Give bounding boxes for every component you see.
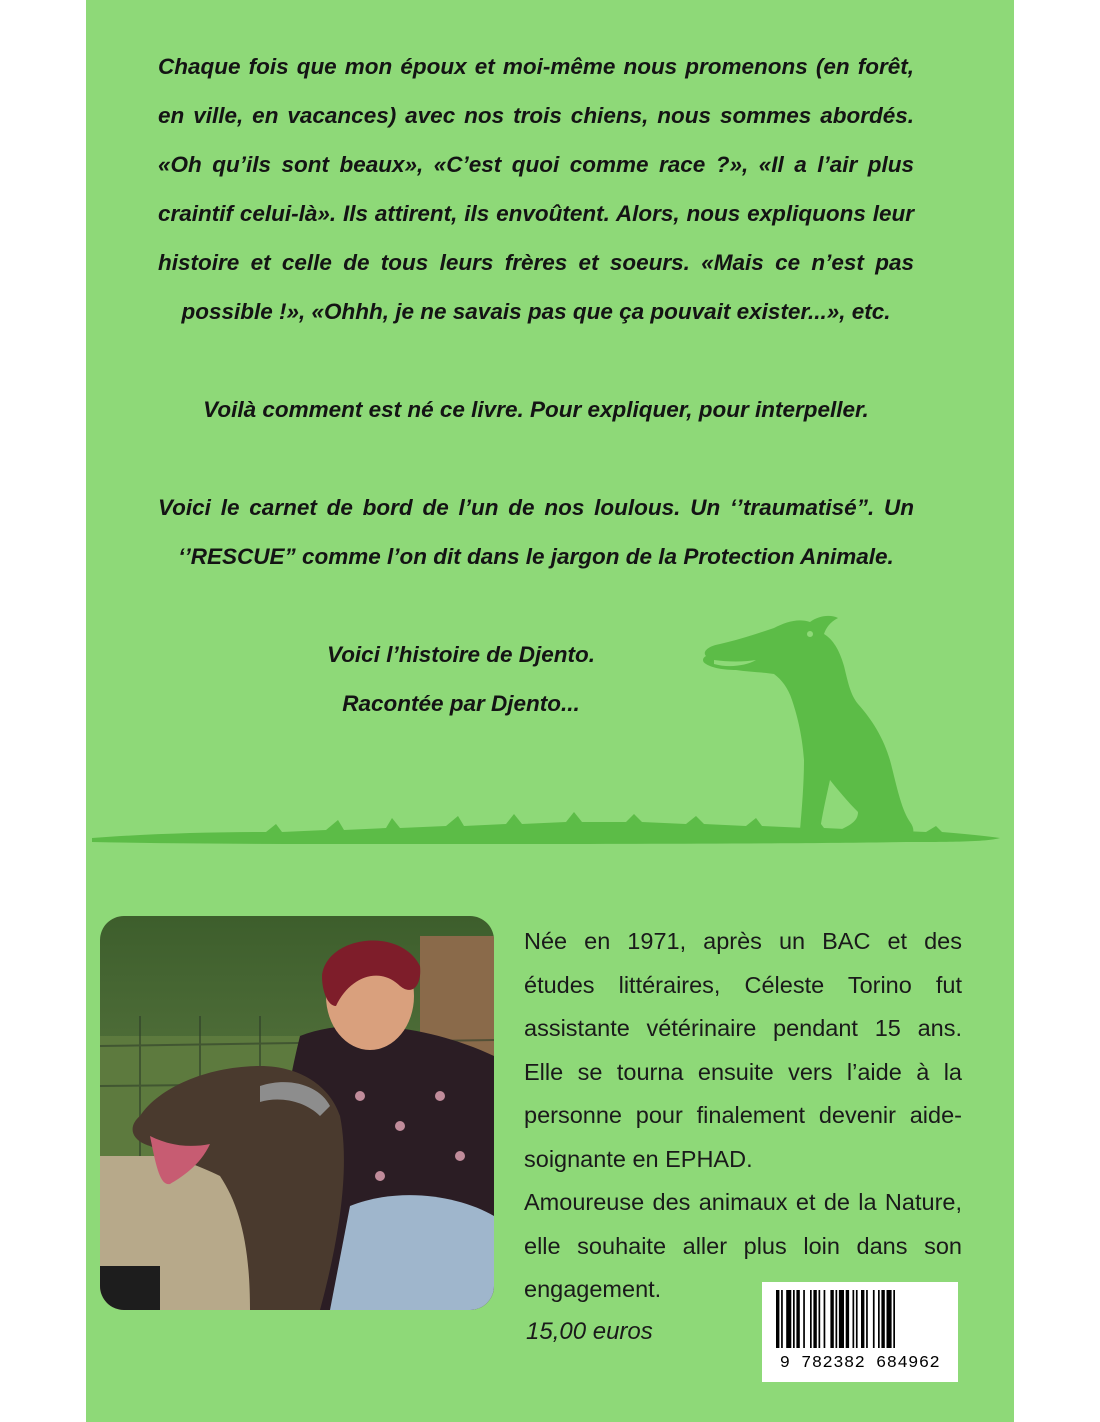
barcode-bar xyxy=(887,1290,892,1348)
barcode-bar xyxy=(813,1290,816,1348)
blurb-paragraph-3: Voici le carnet de bord de l’un de nos loulous. Un ‘’traumatisé”. Un ‘’RESCUE” comme l’on dit dans le jargon de la Protection Animale. xyxy=(158,495,914,569)
back-cover xyxy=(86,0,1014,1422)
barcode-bar xyxy=(866,1290,868,1348)
barcode-bar xyxy=(830,1290,833,1348)
barcode-bar xyxy=(856,1290,858,1348)
barcode-bar xyxy=(861,1290,864,1348)
isbn-number: 9 782382 684962 xyxy=(779,1354,941,1373)
barcode-bar xyxy=(786,1290,791,1348)
author-photo xyxy=(100,916,494,1310)
barcode-bar xyxy=(781,1290,783,1348)
isbn-barcode xyxy=(762,1282,958,1382)
barcode-bar xyxy=(793,1290,795,1348)
barcode-bar xyxy=(836,1290,838,1348)
barcode-bar xyxy=(810,1290,812,1348)
blurb-closing-line-1: Voici l’histoire de Djento. xyxy=(327,642,595,667)
barcode-bar xyxy=(846,1290,849,1348)
blurb-closing-line-2: Racontée par Djento... xyxy=(342,691,580,716)
blurb-paragraph-2: Voilà comment est né ce livre. Pour expliquer, pour interpeller. xyxy=(203,397,869,422)
bio-paragraph-2: Amoureuse des animaux et de la Nature, elle souhaite aller plus loin dans son engagement. xyxy=(524,1189,962,1302)
barcode-bar xyxy=(803,1290,805,1348)
barcode-bar xyxy=(853,1290,855,1348)
barcode-bar xyxy=(819,1290,821,1348)
barcode-bars-icon xyxy=(762,1282,958,1354)
barcode-bar xyxy=(893,1290,895,1348)
barcode-bar xyxy=(796,1290,799,1348)
bio-paragraph-1: Née en 1971, après un BAC et des études littéraires, Céleste Torino fut assistante vétérinaire pendant 15 ans. Elle se tourna ensuite vers l’aide à la personne pour finalement devenir aide-soignante en EPHAD. xyxy=(524,928,962,1172)
barcode-bar xyxy=(873,1290,875,1348)
blurb-paragraph-1: Chaque fois que mon époux et moi-même nous promenons (en forêt, en ville, en vacances) avec nos trois chiens, nous sommes abordés. «Oh qu’ils sont beaux», «C’est quoi comme race ?», «Il a l’air plus craintif celui-là». Ils attirent, ils envoûtent. Alors, nous expliquons leur histoire et celle de tous leurs frères et soeurs. «Mais ce n’est pas possible !», «Ohhh, je ne savais pas que ça pouvait exister...», etc. xyxy=(158,54,914,324)
price-label: 15,00 euros xyxy=(526,1318,653,1345)
grass-silhouette-icon xyxy=(86,808,1014,858)
barcode-bar xyxy=(839,1290,844,1348)
author-bio xyxy=(524,920,962,1312)
barcode-bar xyxy=(881,1290,884,1348)
barcode-bar xyxy=(824,1290,826,1348)
barcode-bar xyxy=(878,1290,880,1348)
barcode-bar xyxy=(776,1290,779,1348)
